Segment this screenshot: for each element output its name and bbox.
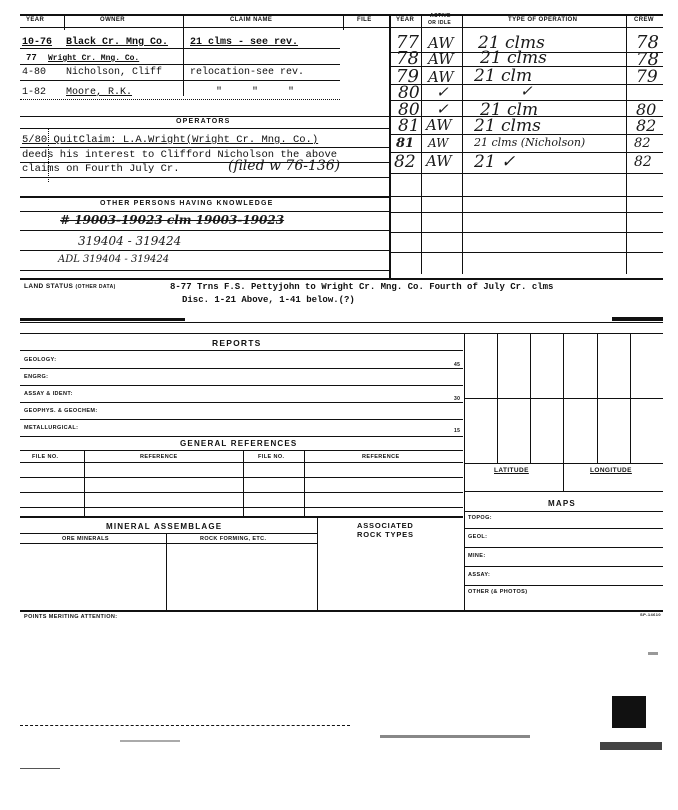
activity-2-year: 78 bbox=[396, 48, 419, 69]
other-persons-line-a bbox=[20, 230, 389, 231]
activity-5-status: ✓ bbox=[436, 100, 449, 118]
activity-6-crew: 82 bbox=[636, 116, 657, 135]
activity-7-status: AW bbox=[428, 136, 449, 150]
mineral-vline-1 bbox=[166, 533, 167, 610]
activity-6-status: AW bbox=[426, 116, 452, 134]
report-margin-15: 15 bbox=[454, 428, 461, 434]
report-geophys: GEOPHYS. & GEOCHEM: bbox=[24, 408, 98, 414]
header-year: YEAR bbox=[26, 17, 45, 23]
land-status-line-1: 8-77 Trns F.S. Pettyjohn to Wright Cr. Mng. Co. Fourth of July Cr. clms bbox=[170, 282, 554, 292]
operators-title-line bbox=[20, 128, 389, 129]
gen-ref-header-line bbox=[20, 462, 463, 463]
report-assay: ASSAY & IDENT: bbox=[24, 391, 73, 397]
mineral-top bbox=[20, 516, 463, 518]
report-engrg: ENGRG: bbox=[24, 374, 49, 380]
operators-line-a bbox=[20, 147, 389, 148]
map-line-2 bbox=[464, 547, 663, 548]
activity-3-type: 21 clm bbox=[474, 66, 533, 86]
operators-line-3: claims on Fourth July Cr. bbox=[22, 163, 180, 175]
owner-row-2-year: 77 bbox=[26, 53, 37, 63]
activity-2-type: 21 clms bbox=[480, 48, 547, 68]
owner-row-3-owner: Nicholson, Cliff bbox=[66, 67, 163, 78]
map-assay: ASSAY: bbox=[468, 572, 491, 578]
report-line-4 bbox=[20, 419, 463, 420]
activity-3-year: 79 bbox=[396, 66, 419, 87]
owners-line-1 bbox=[20, 48, 340, 49]
map-other: OTHER (& PHOTOS) bbox=[468, 589, 528, 595]
mineral-title-line bbox=[20, 533, 317, 534]
operators-line-c bbox=[20, 177, 389, 178]
activity-5-crew: 80 bbox=[636, 100, 657, 119]
activity-4-type: ✓ bbox=[520, 82, 533, 100]
gen-ref-vline-3 bbox=[304, 450, 305, 516]
activity-2-status: AW bbox=[428, 50, 454, 68]
coord-v3 bbox=[563, 333, 564, 491]
footer-form-no: SP-14610 bbox=[640, 612, 661, 617]
coord-longitude: LONGITUDE bbox=[590, 467, 632, 474]
activity-8-year: 82 bbox=[394, 152, 416, 172]
mineral-assoc-1: ASSOCIATED bbox=[357, 521, 414, 530]
activity-7-crew: 82 bbox=[634, 136, 651, 151]
activity-line-9 bbox=[389, 196, 663, 197]
col-line-right-start bbox=[389, 14, 391, 278]
coord-latitude: LATITUDE bbox=[494, 467, 529, 474]
other-persons-line-2: 319404 - 319424 bbox=[78, 234, 182, 248]
other-persons-top bbox=[20, 196, 389, 198]
header-owner: OWNER bbox=[100, 17, 125, 23]
map-line-4 bbox=[464, 585, 663, 586]
land-status-line-2: Disc. 1-21 Above, 1-41 below.(?) bbox=[182, 295, 355, 305]
activity-line-10 bbox=[389, 212, 663, 213]
maps-title: MAPS bbox=[548, 499, 576, 508]
footer-points: POINTS MERITING ATTENTION: bbox=[24, 614, 118, 620]
activity-line-11 bbox=[389, 232, 663, 233]
activity-6-type: 21 clms bbox=[474, 116, 541, 136]
coord-bottom bbox=[464, 491, 663, 492]
mineral-rock: ROCK FORMING, ETC. bbox=[200, 536, 267, 542]
other-persons-title-line bbox=[20, 211, 389, 212]
activity-8-type: 21 ✓ bbox=[474, 152, 516, 172]
coord-h2 bbox=[464, 463, 663, 464]
land-status-label bbox=[24, 283, 116, 290]
map-geol: GEOL: bbox=[468, 534, 488, 540]
scan-speck-3 bbox=[648, 652, 658, 655]
activity-3-status: AW bbox=[428, 68, 454, 86]
operators-handnote: (filed w 76-136) bbox=[228, 158, 341, 174]
col-line-owner bbox=[183, 14, 184, 96]
scan-artifact-bar bbox=[600, 742, 662, 750]
activity-1-year: 77 bbox=[396, 32, 419, 53]
activity-6-year: 81 bbox=[398, 116, 420, 136]
operators-top-line bbox=[20, 116, 389, 117]
header-crew: CREW bbox=[634, 17, 654, 23]
operators-line-b bbox=[20, 162, 389, 163]
activity-1-crew: 78 bbox=[636, 32, 659, 53]
gen-ref-line-3 bbox=[20, 507, 463, 508]
col-line-year-right bbox=[421, 14, 422, 274]
footer-line bbox=[20, 610, 663, 612]
activity-7-type: 21 clms (Nicholson) bbox=[474, 136, 586, 149]
scan-speck-4 bbox=[20, 768, 60, 769]
map-line-3 bbox=[464, 566, 663, 567]
mineral-vline-2 bbox=[317, 516, 318, 610]
owner-row-1-owner: Black Cr. Mng Co. bbox=[66, 37, 169, 48]
gen-ref-col-file-1: FILE NO. bbox=[32, 454, 59, 460]
activity-1-status: AW bbox=[428, 34, 454, 52]
owners-line-3 bbox=[20, 80, 340, 81]
header-idle: OR IDLE bbox=[428, 20, 452, 26]
land-status-smudge-right bbox=[612, 317, 663, 321]
activity-7-year: 81 bbox=[396, 136, 415, 151]
scan-artifact-block bbox=[612, 696, 646, 728]
reports-title: REPORTS bbox=[212, 338, 262, 348]
gen-ref-vline-2 bbox=[243, 450, 244, 516]
activity-line-8 bbox=[389, 173, 663, 174]
operators-line-1: 5/80 QuitClaim: L.A.Wright(Wright Cr. Mng. Co.) bbox=[22, 134, 319, 146]
mineral-header-line bbox=[20, 543, 317, 544]
scan-speck-1 bbox=[380, 735, 530, 738]
map-line-1 bbox=[464, 528, 663, 529]
reports-right-border bbox=[464, 333, 465, 610]
other-persons-line-c bbox=[20, 270, 389, 271]
other-persons-line-1: # 19003-19023 clm 19003-19023 bbox=[60, 213, 285, 227]
gen-ref-line-2 bbox=[20, 492, 463, 493]
reports-top bbox=[20, 333, 663, 334]
map-mine: MINE: bbox=[468, 553, 486, 559]
activity-5-type: 21 clm bbox=[480, 100, 539, 120]
gen-ref-col-ref-2: REFERENCE bbox=[362, 454, 400, 460]
header-bottom-line bbox=[20, 27, 663, 28]
activity-8-crew: 82 bbox=[634, 154, 652, 170]
col-line-file bbox=[343, 14, 344, 30]
col-line-year bbox=[64, 14, 65, 30]
col-line-active bbox=[462, 14, 463, 274]
gen-ref-top bbox=[20, 436, 463, 437]
gen-ref-col-ref-1: REFERENCE bbox=[140, 454, 178, 460]
gen-ref-col-file-2: FILE NO. bbox=[258, 454, 285, 460]
activity-1-type: 21 clms bbox=[478, 33, 545, 53]
gen-ref-title-line bbox=[20, 450, 463, 451]
top-border bbox=[20, 14, 663, 16]
report-margin-30: 30 bbox=[454, 396, 461, 402]
activity-8-status: AW bbox=[426, 152, 452, 170]
owner-row-1-year: 10-76 bbox=[22, 37, 53, 48]
operators-line-2: deeds his interest to Clifford Nicholson the above bbox=[22, 149, 338, 161]
header-file: FILE bbox=[357, 17, 372, 23]
gen-ref-vline-1 bbox=[84, 450, 85, 516]
owners-line-2 bbox=[20, 64, 340, 65]
activity-2-crew: 78 bbox=[636, 49, 659, 70]
report-geology: GEOLOGY: bbox=[24, 357, 57, 363]
col-line-crew bbox=[626, 14, 627, 274]
activity-line-12 bbox=[389, 252, 663, 253]
coord-h1 bbox=[464, 398, 663, 399]
operators-title: OPERATORS bbox=[176, 118, 231, 125]
report-line-3 bbox=[20, 402, 463, 403]
owner-row-2-owner: Wright Cr. Mng. Co. bbox=[48, 54, 140, 63]
header-claim-name: CLAIM NAME bbox=[230, 17, 273, 23]
owner-row-1-claim: 21 clms - see rev. bbox=[190, 37, 299, 48]
land-status-bottom bbox=[20, 322, 663, 323]
header-year-right: YEAR bbox=[396, 17, 415, 23]
header-active: ACTIVE bbox=[430, 13, 451, 19]
owner-row-4-year: 1-82 bbox=[22, 87, 47, 98]
operators-margin bbox=[48, 128, 49, 182]
report-metallurgical: METALLURGICAL: bbox=[24, 425, 79, 431]
other-persons-line-3: ADL 319404 - 319424 bbox=[58, 254, 170, 265]
activity-4-year: 80 bbox=[398, 83, 420, 103]
reports-title-line bbox=[20, 350, 463, 351]
owner-row-4-owner: Moore, R.K. bbox=[66, 87, 133, 98]
report-margin-45: 45 bbox=[454, 362, 461, 368]
owner-row-4-claim: " " " bbox=[216, 87, 295, 98]
map-topog: TOPOG: bbox=[468, 515, 492, 521]
owner-row-3-claim: relocation-see rev. bbox=[190, 67, 305, 78]
activity-4-status: ✓ bbox=[436, 83, 449, 101]
owner-row-3-year: 4-80 bbox=[22, 67, 47, 78]
land-status-smudge-left bbox=[20, 318, 185, 321]
scan-speck-2 bbox=[120, 740, 180, 742]
gen-ref-title: GENERAL REFERENCES bbox=[180, 439, 298, 448]
land-status-top bbox=[20, 278, 663, 280]
mineral-ore: ORE MINERALS bbox=[62, 536, 109, 542]
mineral-title: MINERAL ASSEMBLAGE bbox=[106, 522, 223, 531]
other-persons-line-b bbox=[20, 250, 389, 251]
other-persons-title: OTHER PERSONS HAVING KNOWLEDGE bbox=[100, 200, 274, 207]
owners-line-4 bbox=[20, 99, 340, 100]
report-line-2 bbox=[20, 385, 463, 386]
report-line-1 bbox=[20, 368, 463, 369]
land-status-main: LAND STATUS bbox=[24, 283, 74, 290]
maps-title-line bbox=[464, 511, 663, 512]
land-status-sub: (OTHER DATA) bbox=[75, 284, 116, 290]
activity-5-year: 80 bbox=[398, 100, 420, 120]
scan-artifact-line bbox=[20, 725, 350, 726]
header-type-of-operation: TYPE OF OPERATION bbox=[508, 17, 578, 23]
mineral-assoc-2: ROCK TYPES bbox=[357, 530, 414, 539]
activity-3-crew: 79 bbox=[636, 67, 658, 87]
gen-ref-line-1 bbox=[20, 477, 463, 478]
